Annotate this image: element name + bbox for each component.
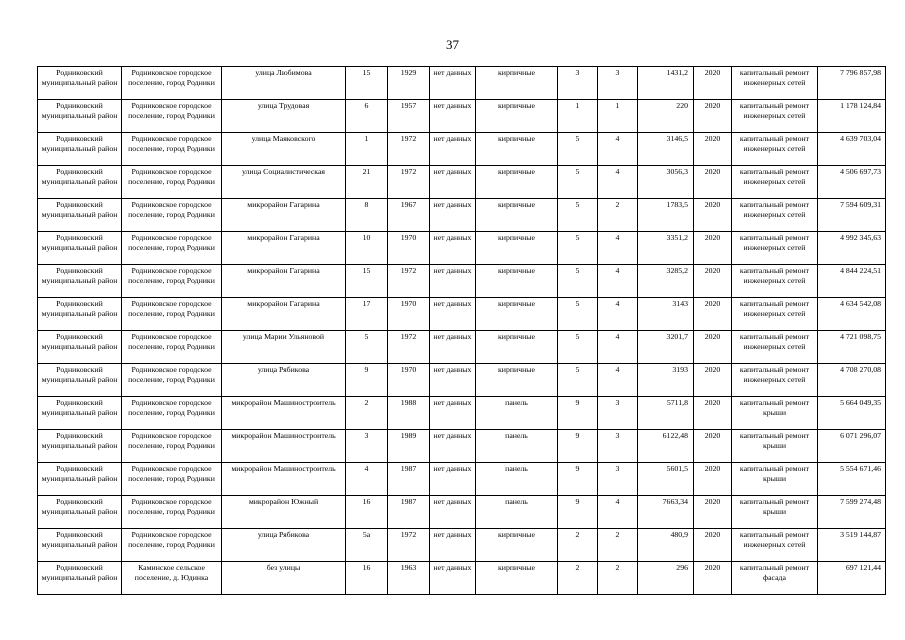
cell-entrances: 4 [598, 331, 638, 364]
cell-cost: 4 708 270,08 [818, 364, 886, 397]
cell-settlement: Родниковское городское поселение, город Родники [122, 67, 222, 100]
cell-floors: 9 [558, 430, 598, 463]
cell-data-status: нет данных [430, 67, 476, 100]
cell-year-built: 1972 [388, 265, 430, 298]
cell-settlement: Родниковское городское поселение, город Родники [122, 496, 222, 529]
housing-repair-table [37, 66, 886, 595]
cell-repair-year: 2020 [694, 364, 732, 397]
cell-cost: 4 634 542,08 [818, 298, 886, 331]
cell-house-number: 16 [346, 496, 388, 529]
cell-repair-year: 2020 [694, 199, 732, 232]
cell-floors: 3 [558, 67, 598, 100]
cell-area: 296 [638, 562, 694, 595]
cell-area: 220 [638, 100, 694, 133]
cell-year-built: 1972 [388, 529, 430, 562]
table-row [38, 298, 886, 331]
cell-house-number: 3 [346, 430, 388, 463]
cell-street: улица Марии Ульяновой [222, 331, 346, 364]
cell-floors: 5 [558, 331, 598, 364]
cell-house-number: 2 [346, 397, 388, 430]
cell-data-status: нет данных [430, 331, 476, 364]
cell-house-number: 17 [346, 298, 388, 331]
cell-entrances: 4 [598, 364, 638, 397]
cell-cost: 4 844 224,51 [818, 265, 886, 298]
table-row [38, 562, 886, 595]
cell-data-status: нет данных [430, 199, 476, 232]
cell-repair-year: 2020 [694, 67, 732, 100]
cell-cost: 5 554 671,46 [818, 463, 886, 496]
cell-entrances: 2 [598, 199, 638, 232]
cell-year-built: 1987 [388, 496, 430, 529]
cell-settlement: Каминское сельское поселение, д. Юдинка [122, 562, 222, 595]
cell-settlement: Родниковское городское поселение, город Родники [122, 529, 222, 562]
cell-repair-year: 2020 [694, 166, 732, 199]
cell-floors: 5 [558, 232, 598, 265]
cell-district: Родниковский муниципальный район [38, 397, 122, 430]
cell-year-built: 1972 [388, 166, 430, 199]
cell-repair-year: 2020 [694, 430, 732, 463]
cell-cost: 7 599 274,48 [818, 496, 886, 529]
cell-wall-material: кирпичные [476, 199, 558, 232]
cell-repair-type: капитальный ремонт инженерных сетей [732, 166, 818, 199]
cell-year-built: 1963 [388, 562, 430, 595]
cell-repair-year: 2020 [694, 496, 732, 529]
cell-repair-year: 2020 [694, 232, 732, 265]
cell-repair-year: 2020 [694, 397, 732, 430]
cell-wall-material: кирпичные [476, 232, 558, 265]
cell-cost: 4 992 345,63 [818, 232, 886, 265]
cell-floors: 5 [558, 199, 598, 232]
cell-wall-material: кирпичные [476, 298, 558, 331]
cell-area: 3201,7 [638, 331, 694, 364]
cell-year-built: 1989 [388, 430, 430, 463]
cell-entrances: 4 [598, 232, 638, 265]
cell-entrances: 4 [598, 265, 638, 298]
cell-wall-material: кирпичные [476, 331, 558, 364]
cell-data-status: нет данных [430, 100, 476, 133]
cell-floors: 2 [558, 562, 598, 595]
cell-year-built: 1972 [388, 331, 430, 364]
cell-area: 3285,2 [638, 265, 694, 298]
cell-house-number: 15 [346, 67, 388, 100]
cell-district: Родниковский муниципальный район [38, 166, 122, 199]
cell-repair-type: капитальный ремонт инженерных сетей [732, 67, 818, 100]
cell-district: Родниковский муниципальный район [38, 364, 122, 397]
cell-entrances: 3 [598, 397, 638, 430]
cell-repair-type: капитальный ремонт инженерных сетей [732, 364, 818, 397]
cell-street: улица Социалистическая [222, 166, 346, 199]
cell-settlement: Родниковское городское поселение, город Родники [122, 232, 222, 265]
cell-area: 480,9 [638, 529, 694, 562]
table-row [38, 232, 886, 265]
cell-district: Родниковский муниципальный район [38, 496, 122, 529]
cell-data-status: нет данных [430, 430, 476, 463]
cell-wall-material: панель [476, 496, 558, 529]
cell-wall-material: кирпичные [476, 166, 558, 199]
cell-repair-type: капитальный ремонт инженерных сетей [732, 100, 818, 133]
cell-district: Родниковский муниципальный район [38, 265, 122, 298]
cell-entrances: 3 [598, 463, 638, 496]
cell-cost: 7 796 857,98 [818, 67, 886, 100]
cell-year-built: 1957 [388, 100, 430, 133]
cell-house-number: 6 [346, 100, 388, 133]
cell-house-number: 1 [346, 133, 388, 166]
cell-district: Родниковский муниципальный район [38, 298, 122, 331]
cell-cost: 4 721 098,75 [818, 331, 886, 364]
cell-data-status: нет данных [430, 496, 476, 529]
table-row [38, 529, 886, 562]
cell-repair-year: 2020 [694, 298, 732, 331]
cell-street: улица Маяковского [222, 133, 346, 166]
cell-settlement: Родниковское городское поселение, город Родники [122, 199, 222, 232]
cell-year-built: 1970 [388, 298, 430, 331]
cell-district: Родниковский муниципальный район [38, 331, 122, 364]
cell-area: 3351,2 [638, 232, 694, 265]
cell-wall-material: кирпичные [476, 133, 558, 166]
cell-street: без улицы [222, 562, 346, 595]
cell-entrances: 4 [598, 166, 638, 199]
cell-repair-year: 2020 [694, 562, 732, 595]
cell-repair-year: 2020 [694, 463, 732, 496]
cell-year-built: 1972 [388, 133, 430, 166]
cell-data-status: нет данных [430, 562, 476, 595]
cell-entrances: 1 [598, 100, 638, 133]
cell-repair-year: 2020 [694, 529, 732, 562]
cell-area: 3146,5 [638, 133, 694, 166]
cell-year-built: 1987 [388, 463, 430, 496]
cell-street: микрорайон Гагарина [222, 298, 346, 331]
cell-cost: 4 639 703,04 [818, 133, 886, 166]
table-row [38, 496, 886, 529]
cell-house-number: 15 [346, 265, 388, 298]
cell-wall-material: кирпичные [476, 67, 558, 100]
cell-house-number: 5 [346, 331, 388, 364]
cell-repair-type: капитальный ремонт крыши [732, 397, 818, 430]
cell-entrances: 3 [598, 67, 638, 100]
cell-floors: 5 [558, 364, 598, 397]
cell-wall-material: кирпичные [476, 265, 558, 298]
cell-area: 5711,8 [638, 397, 694, 430]
table-row [38, 331, 886, 364]
table-row [38, 199, 886, 232]
cell-street: улица Рябикова [222, 364, 346, 397]
cell-cost: 3 519 144,87 [818, 529, 886, 562]
cell-house-number: 5а [346, 529, 388, 562]
cell-year-built: 1988 [388, 397, 430, 430]
cell-floors: 9 [558, 397, 598, 430]
cell-district: Родниковский муниципальный район [38, 529, 122, 562]
cell-area: 3193 [638, 364, 694, 397]
cell-repair-year: 2020 [694, 265, 732, 298]
table-row [38, 67, 886, 100]
cell-area: 6122,48 [638, 430, 694, 463]
table-row [38, 430, 886, 463]
cell-data-status: нет данных [430, 529, 476, 562]
cell-settlement: Родниковское городское поселение, город Родники [122, 265, 222, 298]
cell-year-built: 1929 [388, 67, 430, 100]
cell-data-status: нет данных [430, 166, 476, 199]
table-row [38, 364, 886, 397]
cell-house-number: 10 [346, 232, 388, 265]
cell-cost: 5 664 049,35 [818, 397, 886, 430]
cell-street: микрорайон Гагарина [222, 265, 346, 298]
page-number: 37 [446, 37, 459, 52]
table-row [38, 265, 886, 298]
cell-area: 5601,5 [638, 463, 694, 496]
cell-repair-type: капитальный ремонт крыши [732, 463, 818, 496]
cell-data-status: нет данных [430, 397, 476, 430]
cell-street: улица Любимова [222, 67, 346, 100]
cell-district: Родниковский муниципальный район [38, 430, 122, 463]
cell-repair-type: капитальный ремонт инженерных сетей [732, 529, 818, 562]
cell-street: микрорайон Южный [222, 496, 346, 529]
cell-house-number: 4 [346, 463, 388, 496]
cell-district: Родниковский муниципальный район [38, 67, 122, 100]
cell-cost: 1 178 124,84 [818, 100, 886, 133]
table-body [38, 67, 886, 595]
cell-entrances: 4 [598, 298, 638, 331]
cell-settlement: Родниковское городское поселение, город Родники [122, 430, 222, 463]
cell-area: 7663,34 [638, 496, 694, 529]
cell-wall-material: панель [476, 430, 558, 463]
cell-settlement: Родниковское городское поселение, город Родники [122, 463, 222, 496]
cell-cost: 6 071 296,07 [818, 430, 886, 463]
cell-settlement: Родниковское городское поселение, город Родники [122, 331, 222, 364]
cell-repair-type: капитальный ремонт инженерных сетей [732, 133, 818, 166]
cell-entrances: 3 [598, 430, 638, 463]
cell-street: улица Рябикова [222, 529, 346, 562]
cell-data-status: нет данных [430, 364, 476, 397]
table-row [38, 100, 886, 133]
cell-wall-material: кирпичные [476, 562, 558, 595]
cell-floors: 5 [558, 166, 598, 199]
cell-district: Родниковский муниципальный район [38, 232, 122, 265]
cell-data-status: нет данных [430, 232, 476, 265]
cell-wall-material: кирпичные [476, 364, 558, 397]
cell-data-status: нет данных [430, 133, 476, 166]
cell-repair-type: капитальный ремонт инженерных сетей [732, 331, 818, 364]
cell-area: 1431,2 [638, 67, 694, 100]
cell-repair-year: 2020 [694, 331, 732, 364]
cell-settlement: Родниковское городское поселение, город Родники [122, 397, 222, 430]
cell-entrances: 4 [598, 133, 638, 166]
table-row [38, 463, 886, 496]
cell-area: 3143 [638, 298, 694, 331]
cell-wall-material: панель [476, 463, 558, 496]
cell-settlement: Родниковское городское поселение, город Родники [122, 298, 222, 331]
cell-area: 1783,5 [638, 199, 694, 232]
cell-data-status: нет данных [430, 265, 476, 298]
cell-floors: 5 [558, 133, 598, 166]
cell-district: Родниковский муниципальный район [38, 100, 122, 133]
cell-cost: 697 121,44 [818, 562, 886, 595]
cell-street: микрорайон Машиностроитель [222, 463, 346, 496]
cell-wall-material: кирпичные [476, 529, 558, 562]
cell-floors: 1 [558, 100, 598, 133]
cell-settlement: Родниковское городское поселение, город Родники [122, 166, 222, 199]
cell-floors: 9 [558, 496, 598, 529]
cell-street: микрорайон Гагарина [222, 199, 346, 232]
cell-house-number: 21 [346, 166, 388, 199]
cell-repair-year: 2020 [694, 133, 732, 166]
cell-entrances: 4 [598, 496, 638, 529]
cell-cost: 4 506 697,73 [818, 166, 886, 199]
cell-data-status: нет данных [430, 463, 476, 496]
cell-year-built: 1970 [388, 232, 430, 265]
cell-street: микрорайон Машиностроитель [222, 430, 346, 463]
cell-settlement: Родниковское городское поселение, город Родники [122, 133, 222, 166]
cell-street: улица Трудовая [222, 100, 346, 133]
cell-data-status: нет данных [430, 298, 476, 331]
cell-year-built: 1967 [388, 199, 430, 232]
cell-settlement: Родниковское городское поселение, город Родники [122, 364, 222, 397]
table-row [38, 166, 886, 199]
cell-repair-type: капитальный ремонт фасада [732, 562, 818, 595]
cell-district: Родниковский муниципальный район [38, 463, 122, 496]
cell-cost: 7 594 609,31 [818, 199, 886, 232]
table-row [38, 133, 886, 166]
cell-area: 3056,3 [638, 166, 694, 199]
cell-floors: 5 [558, 265, 598, 298]
cell-district: Родниковский муниципальный район [38, 133, 122, 166]
cell-settlement: Родниковское городское поселение, город Родники [122, 100, 222, 133]
cell-entrances: 2 [598, 529, 638, 562]
table-row [38, 397, 886, 430]
cell-floors: 5 [558, 298, 598, 331]
cell-repair-type: капитальный ремонт крыши [732, 496, 818, 529]
cell-street: микрорайон Машиностроитель [222, 397, 346, 430]
cell-entrances: 2 [598, 562, 638, 595]
cell-repair-type: капитальный ремонт инженерных сетей [732, 232, 818, 265]
cell-floors: 9 [558, 463, 598, 496]
cell-wall-material: кирпичные [476, 100, 558, 133]
cell-house-number: 16 [346, 562, 388, 595]
cell-repair-year: 2020 [694, 100, 732, 133]
cell-floors: 2 [558, 529, 598, 562]
cell-year-built: 1970 [388, 364, 430, 397]
cell-repair-type: капитальный ремонт инженерных сетей [732, 265, 818, 298]
cell-repair-type: капитальный ремонт крыши [732, 430, 818, 463]
cell-district: Родниковский муниципальный район [38, 199, 122, 232]
cell-repair-type: капитальный ремонт инженерных сетей [732, 199, 818, 232]
cell-district: Родниковский муниципальный район [38, 562, 122, 595]
cell-repair-type: капитальный ремонт инженерных сетей [732, 298, 818, 331]
cell-street: микрорайон Гагарина [222, 232, 346, 265]
cell-house-number: 8 [346, 199, 388, 232]
cell-house-number: 9 [346, 364, 388, 397]
cell-wall-material: панель [476, 397, 558, 430]
